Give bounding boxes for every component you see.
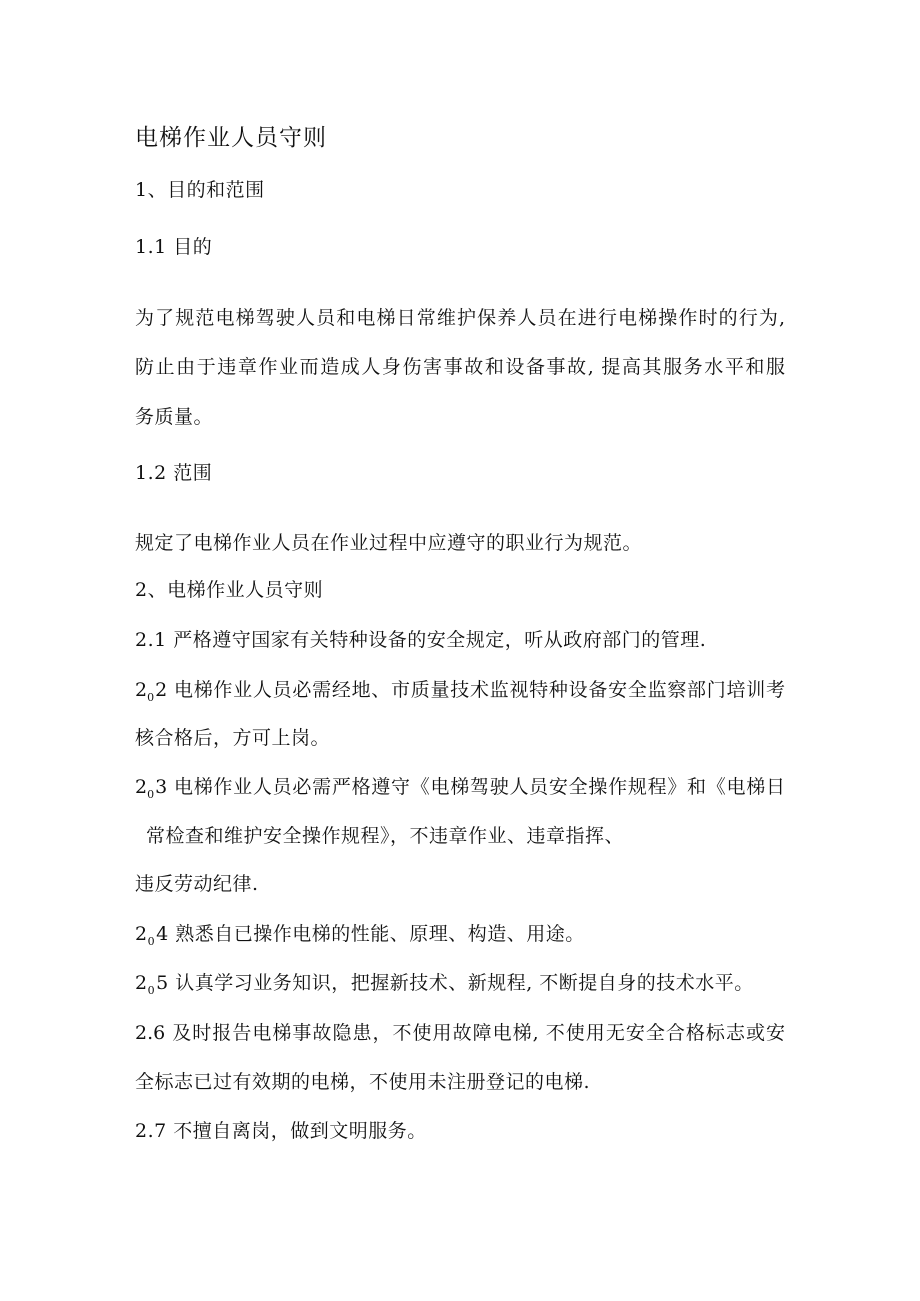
rule-number-subscript: 0 [147, 984, 156, 997]
section-heading-1: 1、目的和范围 [135, 179, 265, 201]
rule-2-3-text: 3 电梯作业人员必需严格遵守《电梯驾驶人员安全操作规程》和《电梯日 [155, 776, 785, 798]
rule-2-6-line-1: 2.6 及时报告电梯事故隐患，不使用故障电梯, 不使用无安全合格标志或安 [135, 1022, 785, 1044]
rule-2-3-line-3: 违反劳动纪律. [135, 873, 259, 895]
rule-number-subscript: 0 [147, 935, 156, 948]
rule-number-prefix: 2 [135, 679, 148, 701]
rule-number-prefix: 2 [135, 776, 148, 798]
rule-number-prefix: 2 [135, 972, 148, 994]
rule-2-5 [135, 971, 754, 998]
rule-2-3-line-2: 常检查和维护安全操作规程》，不违章作业、违章指挥、 [146, 825, 625, 847]
document-title: 电梯作业人员守则 [135, 125, 327, 151]
rule-2-5-text: 5 认真学习业务知识，把握新技术、新规程, 不断提自身的技术水平。 [156, 972, 754, 994]
purpose-line-3: 务质量。 [135, 406, 214, 428]
rule-2-2-text: 2 电梯作业人员必需经地、市质量技术监视特种设备安全监察部门培训考 [155, 679, 785, 701]
subsection-heading-1-2: 1.2 范围 [135, 462, 213, 484]
rule-2-2-line-1 [135, 678, 785, 705]
rule-number-subscript: 0 [147, 691, 155, 704]
section-heading-2: 2、电梯作业人员守则 [135, 579, 324, 601]
subsection-heading-1-1: 1.1 目的 [135, 236, 213, 258]
rule-2-2-line-2: 核合格后，方可上岗。 [135, 727, 331, 749]
rule-2-1: 2.1 严格遵守国家有关特种设备的安全规定，听从政府部门的管理. [135, 629, 707, 651]
rule-2-4 [135, 922, 585, 949]
rule-2-3-line-1 [135, 775, 785, 802]
rule-number-subscript: 0 [147, 788, 155, 801]
rule-number-prefix: 2 [135, 923, 148, 945]
purpose-line-1: 为了规范电梯驾驶人员和电梯日常维护保养人员在进行电梯操作时的行为, [135, 307, 785, 329]
scope-paragraph: 规定了电梯作业人员在作业过程中应遵守的职业行为规范。 [135, 532, 643, 554]
rule-2-7: 2.7 不擅自离岗，做到文明服务。 [135, 1120, 427, 1142]
rule-2-6-line-2: 全标志已过有效期的电梯，不使用未注册登记的电梯. [135, 1071, 591, 1093]
rule-2-4-text: 4 熟悉自已操作电梯的性能、原理、构造、用途。 [156, 923, 585, 945]
purpose-line-2: 防止由于违章作业而造成人身伤害事故和设备事故, 提高其服务水平和服 [135, 356, 785, 378]
